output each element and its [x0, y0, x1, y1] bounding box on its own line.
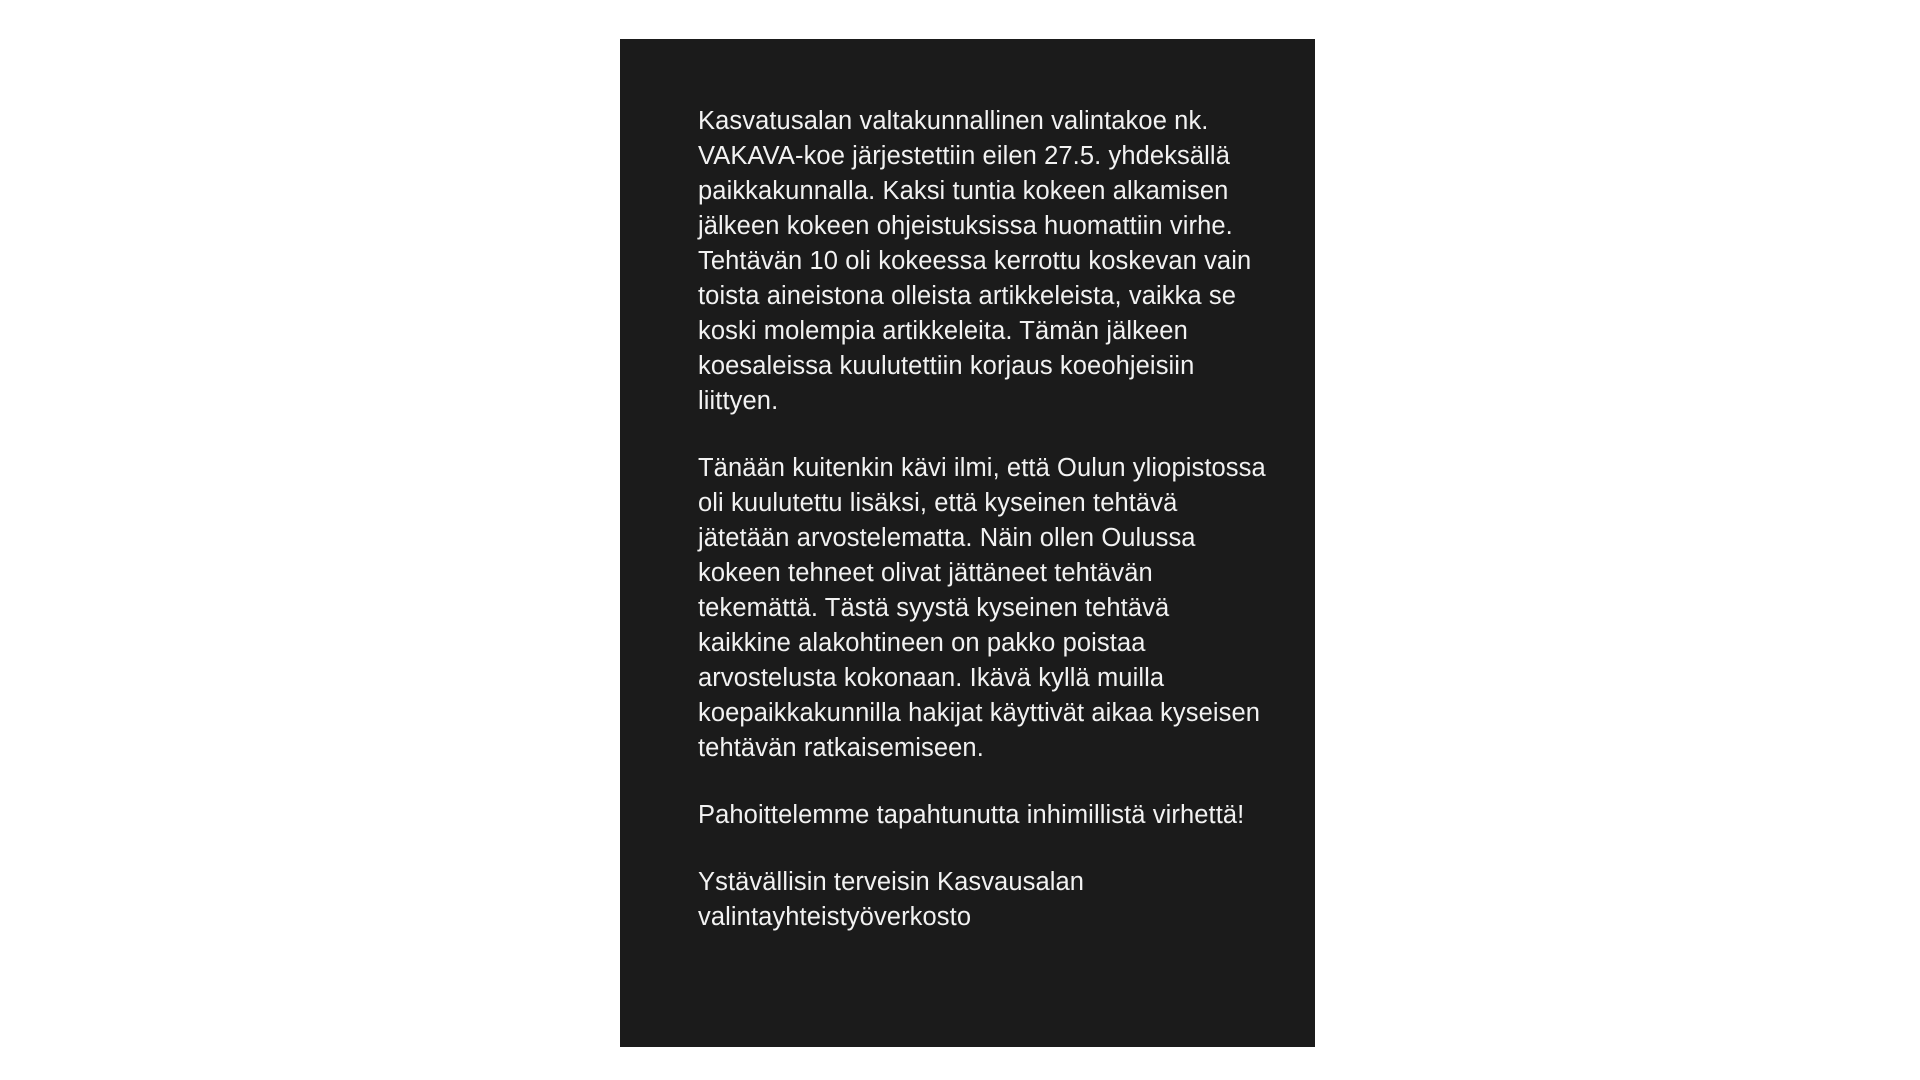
- announcement-card: [620, 39, 1315, 1047]
- paragraph-3: Pahoittelemme tapahtunutta inhimillistä virhettä!: [698, 801, 1245, 829]
- paragraph-1: Kasvatusalan valtakunnallinen valintakoe nk. VAKAVA-koe järjestettiin eilen 27.5. yhdeksällä paikkakunnalla. Kaksi tuntia kokeen alkamisen jälkeen kokeen ohjeistuksissa huomattiin virhe. Tehtävän 10 oli kokeessa kerrottu koskevan vain toista aineistona olleista artikkeleista, vaikka se koski molempia artikkeleita. Tämän jälkeen koesaleissa kuulutettiin korjaus koeohjeisiin liittyen.: [698, 107, 1259, 415]
- paragraph-2: Tänään kuitenkin kävi ilmi, että Oulun yliopistossa oli kuulutettu lisäksi, että kyseinen tehtävä jätetään arvostelematta. Näin ollen Oulussa kokeen tehneet olivat jättäneet tehtävän tekemättä. Tästä syystä kyseinen tehtävä kaikkine alakohtineen on pakko poistaa arvostelusta kokonaan. Ikävä kyllä muilla koepaikkakunnilla hakijat käyttivät aikaa kyseisen tehtävän ratkaisemiseen.: [698, 454, 1273, 762]
- paragraph-signature: Ystävällisin terveisin Kasvausalan valintayhteistyöverkosto: [698, 868, 1092, 931]
- announcement-text-block: [698, 104, 1273, 935]
